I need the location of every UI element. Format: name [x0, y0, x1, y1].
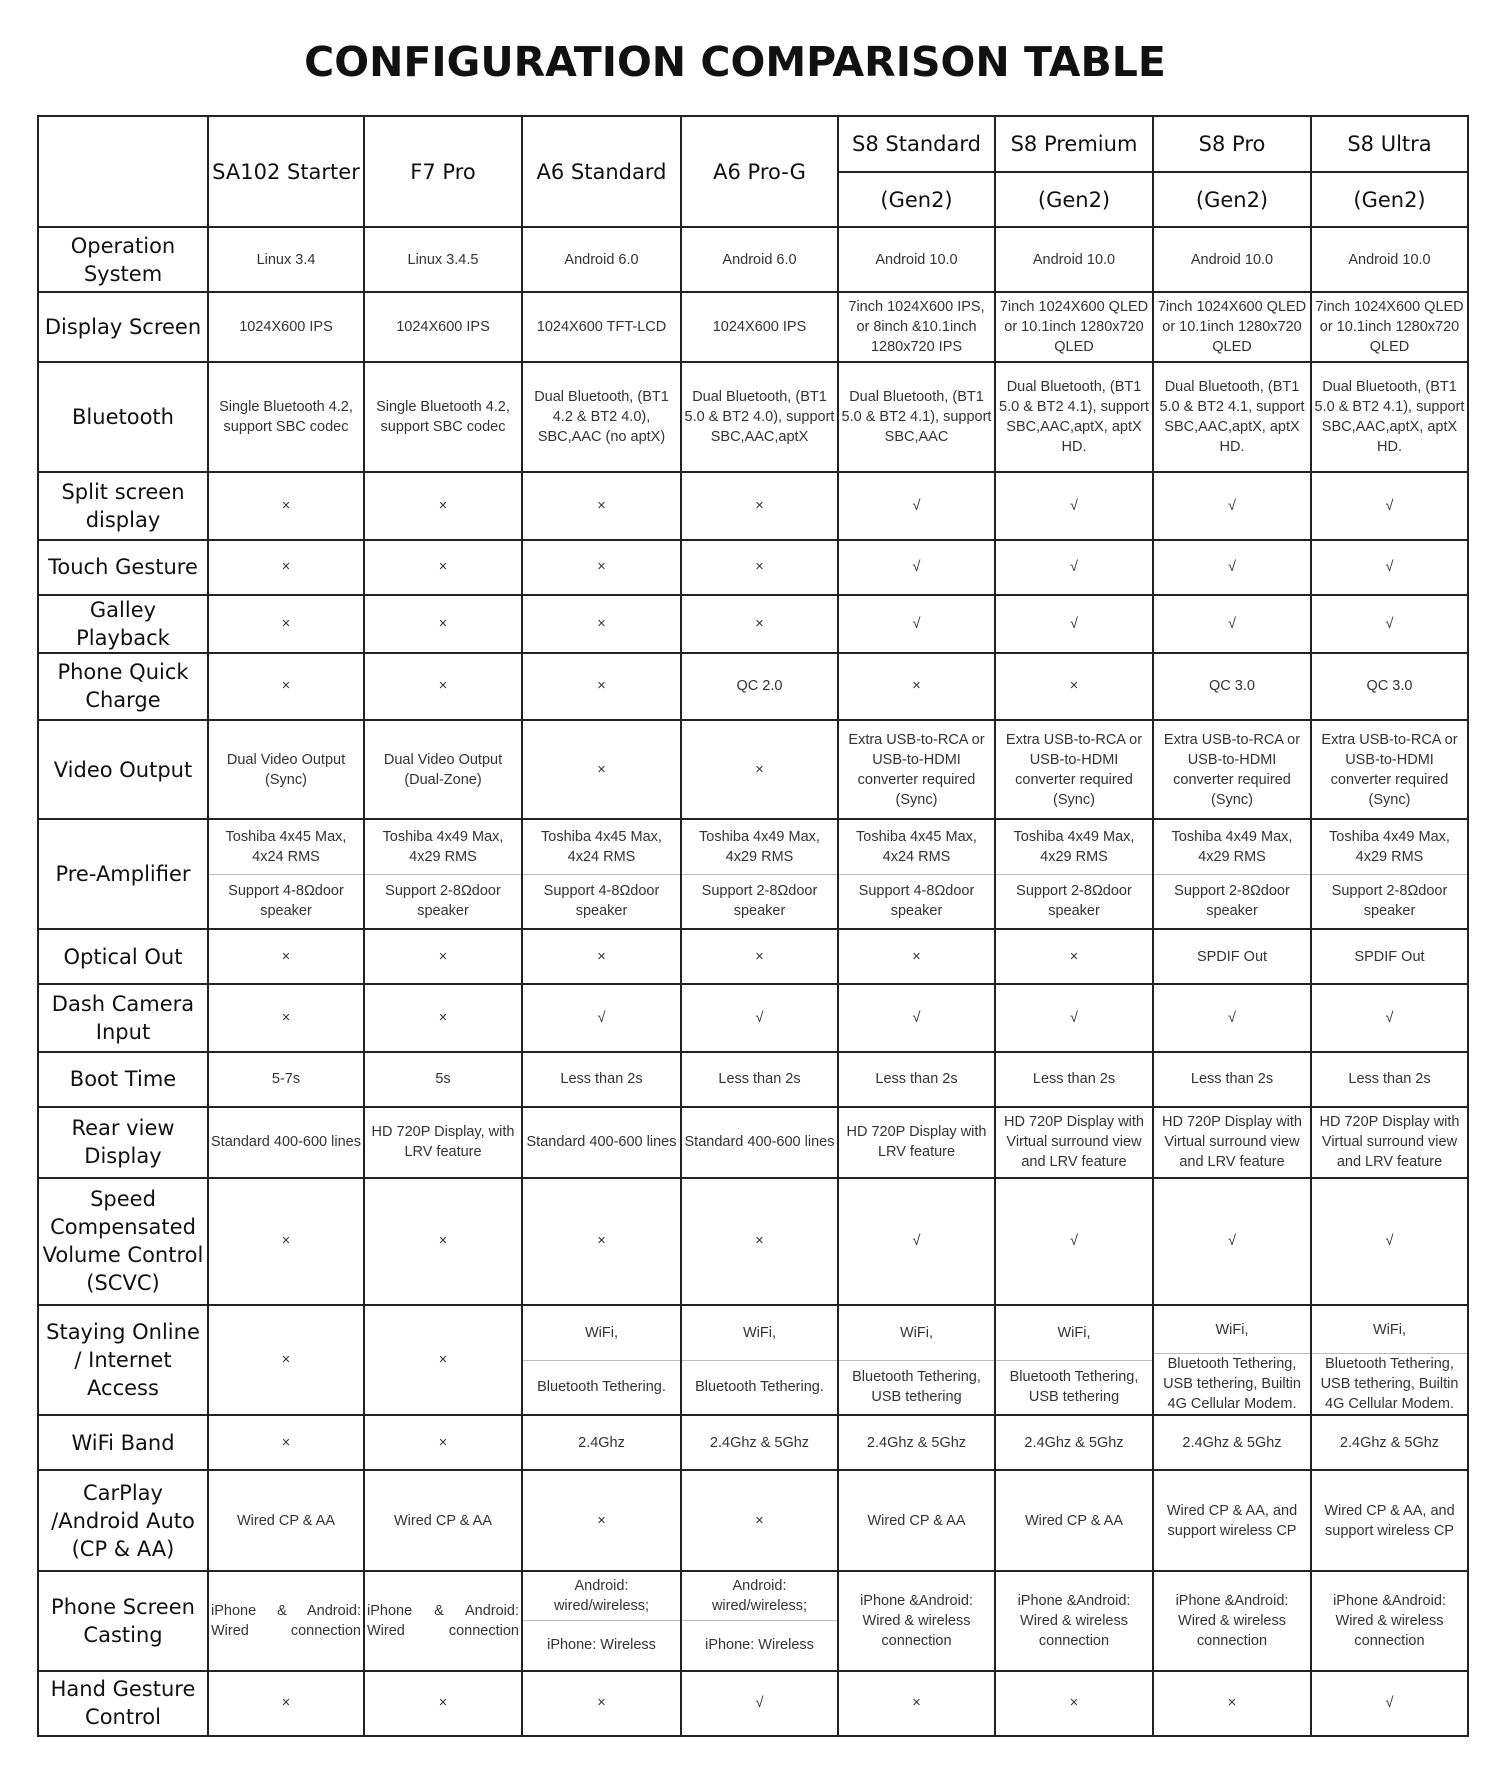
cross-mark: × — [522, 1671, 681, 1736]
table-cell: Wired CP & AA, and support wireless CP — [1153, 1470, 1311, 1570]
cross-mark: × — [681, 472, 838, 539]
cross-mark: × — [681, 1178, 838, 1305]
cell-part: iPhone &Android: Wired & wireless connection — [1175, 1592, 1289, 1649]
table-cell — [522, 1571, 681, 1671]
cross-mark: × — [522, 472, 681, 539]
table-cell — [364, 819, 522, 929]
table-cell: Dual Bluetooth, (BT1 5.0 & BT2 4.1), support SBC,AAC,aptX, aptX HD. — [1311, 362, 1468, 472]
row-label: Touch Gesture — [38, 540, 208, 595]
cross-mark: × — [208, 540, 364, 595]
check-mark: √ — [838, 1178, 995, 1305]
cross-mark: × — [522, 540, 681, 595]
cross-mark: × — [838, 653, 995, 720]
row-label: Optical Out — [38, 929, 208, 984]
check-mark: √ — [838, 595, 995, 653]
table-cell: SPDIF Out — [1153, 929, 1311, 984]
table-cell — [681, 1571, 838, 1671]
table-cell: Standard 400-600 lines — [522, 1107, 681, 1178]
table-cell: 7inch 1024X600 QLED or 10.1inch 1280x720 QLED — [1311, 292, 1468, 362]
check-mark: √ — [995, 472, 1153, 539]
table-cell — [208, 1305, 364, 1415]
table-cell: 7inch 1024X600 QLED or 10.1inch 1280x720 QLED — [1153, 292, 1311, 362]
table-cell: Wired CP & AA — [995, 1470, 1153, 1570]
table-cell — [364, 1305, 522, 1415]
table-row — [38, 1671, 1468, 1736]
check-mark: √ — [1153, 472, 1311, 539]
cell-part: iPhone &Android: Wired & wireless connection — [1017, 1592, 1131, 1649]
table-cell — [522, 819, 681, 929]
cell-part: Bluetooth Tethering, USB tethering — [839, 1360, 994, 1415]
table-row — [38, 595, 1468, 653]
cell-part: Android: wired/wireless; — [553, 1577, 650, 1614]
table-cell: 2.4Ghz & 5Ghz — [1311, 1415, 1468, 1470]
table-cell: 2.4Ghz & 5Ghz — [1153, 1415, 1311, 1470]
row-label: Operation System — [38, 227, 208, 292]
table-cell: Extra USB-to-RCA or USB-to-HDMI converter required (Sync) — [838, 720, 995, 819]
table-cell — [1311, 1571, 1468, 1671]
column-header: S8 Pro — [1153, 116, 1311, 172]
cell-part: Android: wired/wireless; — [711, 1577, 808, 1614]
table-cell — [838, 1305, 995, 1415]
column-header-gen: (Gen2) — [1153, 172, 1311, 227]
cell-part: WiFi, — [1215, 1321, 1249, 1338]
cell-part: iPhone: Wireless — [682, 1620, 837, 1670]
table-cell: 2.4Ghz & 5Ghz — [995, 1415, 1153, 1470]
table-cell — [1153, 819, 1311, 929]
check-mark: √ — [1311, 984, 1468, 1051]
table-cell: Android 10.0 — [995, 227, 1153, 292]
cross-mark: × — [995, 929, 1153, 984]
cross-mark: × — [208, 984, 364, 1051]
cross-mark: × — [681, 929, 838, 984]
cell-part: iPhone &Android: Wired & wireless connection — [1333, 1592, 1446, 1649]
cross-mark: × — [522, 653, 681, 720]
cell-part: iPhone: Wireless — [523, 1620, 680, 1670]
table-row — [38, 1305, 1468, 1415]
cross-mark: × — [522, 929, 681, 984]
table-cell — [681, 819, 838, 929]
row-label: CarPlay /Android Auto (CP & AA) — [38, 1470, 208, 1570]
cross-mark: × — [1153, 1671, 1311, 1736]
cell-part: × — [281, 1352, 291, 1369]
cell-part: × — [438, 1352, 448, 1369]
column-header: S8 Premium — [995, 116, 1153, 172]
check-mark: √ — [1153, 1178, 1311, 1305]
check-mark: √ — [995, 1178, 1153, 1305]
cross-mark: × — [681, 540, 838, 595]
cross-mark: × — [208, 653, 364, 720]
table-row — [38, 540, 1468, 595]
row-label: WiFi Band — [38, 1415, 208, 1470]
cross-mark: × — [838, 1671, 995, 1736]
table-row — [38, 1470, 1468, 1570]
table-body — [38, 227, 1468, 1736]
cell-part: Support 2-8Ωdoor speaker — [682, 874, 837, 929]
table-cell: Dual Video Output (Sync) — [208, 720, 364, 819]
table-cell: 1024X600 IPS — [208, 292, 364, 362]
row-label: Hand Gesture Control — [38, 1671, 208, 1736]
table-cell: Dual Bluetooth, (BT1 5.0 & BT2 4.1, support SBC,AAC,aptX, aptX HD. — [1153, 362, 1311, 472]
cell-part: WiFi, — [1372, 1321, 1406, 1338]
cross-mark: × — [208, 595, 364, 653]
table-cell: Standard 400-600 lines — [681, 1107, 838, 1178]
table-row — [38, 1052, 1468, 1107]
check-mark: √ — [1311, 540, 1468, 595]
table-cell: Extra USB-to-RCA or USB-to-HDMI converter required (Sync) — [1153, 720, 1311, 819]
table-cell — [1311, 1305, 1468, 1415]
cell-part: Toshiba 4x49 Max, 4x29 RMS — [1329, 828, 1450, 865]
row-label: Phone Screen Casting — [38, 1571, 208, 1671]
cross-mark: × — [208, 472, 364, 539]
table-cell: Android 10.0 — [1153, 227, 1311, 292]
cell-part: Support 2-8Ωdoor speaker — [996, 874, 1152, 929]
cross-mark: × — [838, 929, 995, 984]
table-cell: Dual Bluetooth, (BT1 5.0 & BT2 4.1), support SBC,AAC,aptX, aptX HD. — [995, 362, 1153, 472]
check-mark: √ — [1311, 595, 1468, 653]
cell-part: iPhone &Android: Wired & wireless connection — [860, 1592, 973, 1649]
table-cell: Less than 2s — [838, 1052, 995, 1107]
cell-part: WiFi, — [584, 1324, 618, 1341]
table-cell: SPDIF Out — [1311, 929, 1468, 984]
check-mark: √ — [1311, 1671, 1468, 1736]
table-cell: Extra USB-to-RCA or USB-to-HDMI converter required (Sync) — [1311, 720, 1468, 819]
cell-part: WiFi, — [742, 1324, 776, 1341]
table-cell — [838, 819, 995, 929]
table-cell: Extra USB-to-RCA or USB-to-HDMI converter required (Sync) — [995, 720, 1153, 819]
cross-mark: × — [364, 929, 522, 984]
table-cell: Linux 3.4 — [208, 227, 364, 292]
cross-mark: × — [522, 1178, 681, 1305]
check-mark: √ — [995, 540, 1153, 595]
row-label: Staying Online / Internet Access — [38, 1305, 208, 1415]
table-cell — [364, 1571, 522, 1671]
table-cell — [681, 1305, 838, 1415]
table-cell: HD 720P Display with Virtual surround view and LRV feature — [1153, 1107, 1311, 1178]
row-label: Galley Playback — [38, 595, 208, 653]
table-cell: 2.4Ghz — [522, 1415, 681, 1470]
cross-mark: × — [208, 1671, 364, 1736]
header-row — [38, 116, 1468, 172]
table-cell: Linux 3.4.5 — [364, 227, 522, 292]
check-mark: √ — [1153, 984, 1311, 1051]
cell-part: Bluetooth Tethering, USB tethering, Builtin 4G Cellular Modem. — [1154, 1353, 1310, 1414]
comparison-table — [37, 115, 1469, 1737]
table-cell: Android 10.0 — [838, 227, 995, 292]
cell-part: Toshiba 4x45 Max, 4x24 RMS — [541, 828, 662, 865]
table-cell: 1024X600 IPS — [364, 292, 522, 362]
table-row — [38, 984, 1468, 1051]
cell-part: Support 4-8Ωdoor speaker — [523, 874, 680, 929]
row-label: Pre-Amplifier — [38, 819, 208, 929]
table-cell: QC 3.0 — [1311, 653, 1468, 720]
column-header: S8 Ultra — [1311, 116, 1468, 172]
table-row — [38, 472, 1468, 539]
table-cell: Android 6.0 — [522, 227, 681, 292]
check-mark: √ — [838, 472, 995, 539]
row-label: Boot Time — [38, 1052, 208, 1107]
cross-mark: × — [208, 1178, 364, 1305]
table-cell: Less than 2s — [1153, 1052, 1311, 1107]
table-row — [38, 227, 1468, 292]
table-cell: Less than 2s — [995, 1052, 1153, 1107]
table-row — [38, 292, 1468, 362]
column-header: A6 Standard — [522, 116, 681, 227]
check-mark: √ — [681, 1671, 838, 1736]
table-row — [38, 1571, 1468, 1671]
cross-mark: × — [364, 1671, 522, 1736]
cell-part: Support 2-8Ωdoor speaker — [1154, 874, 1310, 929]
corner-cell — [38, 116, 208, 227]
table-cell — [522, 1305, 681, 1415]
cell-part: Toshiba 4x45 Max, 4x24 RMS — [225, 828, 347, 865]
table-cell: HD 720P Display with Virtual surround view and LRV feature — [1311, 1107, 1468, 1178]
check-mark: √ — [1311, 472, 1468, 539]
check-mark: √ — [681, 984, 838, 1051]
row-label: Split screen display — [38, 472, 208, 539]
column-header: S8 Standard — [838, 116, 995, 172]
column-header: A6 Pro-G — [681, 116, 838, 227]
column-header: SA102 Starter — [208, 116, 364, 227]
table-cell: Wired CP & AA, and support wireless CP — [1311, 1470, 1468, 1570]
table-cell: Wired CP & AA — [838, 1470, 995, 1570]
table-cell: QC 2.0 — [681, 653, 838, 720]
cell-part: Bluetooth Tethering. — [682, 1360, 837, 1415]
table-cell: Wired CP & AA — [208, 1470, 364, 1570]
table-cell: 5s — [364, 1052, 522, 1107]
table-cell: HD 720P Display with LRV feature — [838, 1107, 995, 1178]
column-header-gen: (Gen2) — [995, 172, 1153, 227]
table-cell: 1024X600 IPS — [681, 292, 838, 362]
table-cell: 7inch 1024X600 QLED or 10.1inch 1280x720 QLED — [995, 292, 1153, 362]
cross-mark: × — [522, 595, 681, 653]
row-label: Rear view Display — [38, 1107, 208, 1178]
table-cell: 1024X600 TFT-LCD — [522, 292, 681, 362]
check-mark: √ — [995, 595, 1153, 653]
cross-mark: × — [522, 720, 681, 819]
cell-part: iPhone & Android: Wired connection — [211, 1602, 361, 1639]
check-mark: √ — [838, 984, 995, 1051]
table-cell: 2.4Ghz & 5Ghz — [681, 1415, 838, 1470]
table-cell: Standard 400-600 lines — [208, 1107, 364, 1178]
table-row — [38, 1415, 1468, 1470]
table-cell: 2.4Ghz & 5Ghz — [838, 1415, 995, 1470]
table-cell — [1153, 1305, 1311, 1415]
table-cell — [208, 819, 364, 929]
cross-mark: × — [364, 472, 522, 539]
cell-part: iPhone & Android: Wired connection — [367, 1602, 519, 1639]
table-cell: Wired CP & AA — [364, 1470, 522, 1570]
cross-mark: × — [364, 984, 522, 1051]
table-cell: Less than 2s — [1311, 1052, 1468, 1107]
table-cell: Dual Video Output (Dual-Zone) — [364, 720, 522, 819]
column-header-gen: (Gen2) — [838, 172, 995, 227]
cell-part: Toshiba 4x49 Max, 4x29 RMS — [382, 828, 504, 865]
cell-part: Toshiba 4x49 Max, 4x29 RMS — [699, 828, 820, 865]
check-mark: √ — [1153, 540, 1311, 595]
row-label: Phone Quick Charge — [38, 653, 208, 720]
table-cell: HD 720P Display, with LRV feature — [364, 1107, 522, 1178]
cell-part: Bluetooth Tethering. — [523, 1360, 680, 1415]
check-mark: √ — [995, 984, 1153, 1051]
table-cell: Dual Bluetooth, (BT1 5.0 & BT2 4.1), support SBC,AAC — [838, 362, 995, 472]
table-cell: Android 6.0 — [681, 227, 838, 292]
cell-part: WiFi, — [1057, 1324, 1091, 1341]
table-row — [38, 653, 1468, 720]
table-cell: Dual Bluetooth, (BT1 4.2 & BT2 4.0), SBC,AAC (no aptX) — [522, 362, 681, 472]
cross-mark: × — [681, 595, 838, 653]
table-cell: HD 720P Display with Virtual surround view and LRV feature — [995, 1107, 1153, 1178]
row-label: Display Screen — [38, 292, 208, 362]
table-row — [38, 1107, 1468, 1178]
table-cell: Single Bluetooth 4.2, support SBC codec — [208, 362, 364, 472]
cross-mark: × — [364, 595, 522, 653]
row-label: Bluetooth — [38, 362, 208, 472]
table-cell: 5-7s — [208, 1052, 364, 1107]
table-row — [38, 819, 1468, 929]
table-row — [38, 362, 1468, 472]
cell-part: Toshiba 4x49 Max, 4x29 RMS — [1013, 828, 1135, 865]
cross-mark: × — [208, 929, 364, 984]
table-cell — [995, 819, 1153, 929]
column-header: F7 Pro — [364, 116, 522, 227]
table-cell: Dual Bluetooth, (BT1 5.0 & BT2 4.0), support SBC,AAC,aptX — [681, 362, 838, 472]
table-cell: 7inch 1024X600 IPS, or 8inch &10.1inch 1280x720 IPS — [838, 292, 995, 362]
check-mark: √ — [838, 540, 995, 595]
table-cell: Less than 2s — [681, 1052, 838, 1107]
cell-part: Toshiba 4x49 Max, 4x29 RMS — [1171, 828, 1293, 865]
table-cell: QC 3.0 — [1153, 653, 1311, 720]
table-row — [38, 929, 1468, 984]
cross-mark: × — [364, 540, 522, 595]
table-cell — [995, 1305, 1153, 1415]
cross-mark: × — [364, 653, 522, 720]
table-cell: Android 10.0 — [1311, 227, 1468, 292]
row-label: Dash Camera Input — [38, 984, 208, 1051]
table-row — [38, 1178, 1468, 1305]
cell-part: Support 2-8Ωdoor speaker — [1312, 874, 1467, 929]
table-cell — [1153, 1571, 1311, 1671]
cross-mark: × — [522, 1470, 681, 1570]
table-row — [38, 720, 1468, 819]
table-cell — [208, 1571, 364, 1671]
table-cell: Less than 2s — [522, 1052, 681, 1107]
cell-part: Support 2-8Ωdoor speaker — [365, 874, 521, 929]
row-label: Speed Compensated Volume Control (SCVC) — [38, 1178, 208, 1305]
page-title: CONFIGURATION COMPARISON TABLE — [304, 38, 1166, 86]
table-cell: Single Bluetooth 4.2, support SBC codec — [364, 362, 522, 472]
cell-part: Support 4-8Ωdoor speaker — [839, 874, 994, 929]
check-mark: √ — [1153, 595, 1311, 653]
cross-mark: × — [364, 1415, 522, 1470]
cross-mark: × — [995, 1671, 1153, 1736]
cross-mark: × — [681, 720, 838, 819]
row-label: Video Output — [38, 720, 208, 819]
cell-part: Bluetooth Tethering, USB tethering — [996, 1360, 1152, 1415]
cell-part: Support 4-8Ωdoor speaker — [209, 874, 363, 929]
cell-part: WiFi, — [899, 1324, 933, 1341]
cross-mark: × — [364, 1178, 522, 1305]
cross-mark: × — [681, 1470, 838, 1570]
column-header-gen: (Gen2) — [1311, 172, 1468, 227]
table-cell — [995, 1571, 1153, 1671]
table-cell — [838, 1571, 995, 1671]
check-mark: √ — [1311, 1178, 1468, 1305]
cross-mark: × — [208, 1415, 364, 1470]
table-cell — [1311, 819, 1468, 929]
cross-mark: × — [995, 653, 1153, 720]
check-mark: √ — [522, 984, 681, 1051]
cell-part: Bluetooth Tethering, USB tethering, Builtin 4G Cellular Modem. — [1312, 1353, 1467, 1414]
cell-part: Toshiba 4x45 Max, 4x24 RMS — [856, 828, 977, 865]
